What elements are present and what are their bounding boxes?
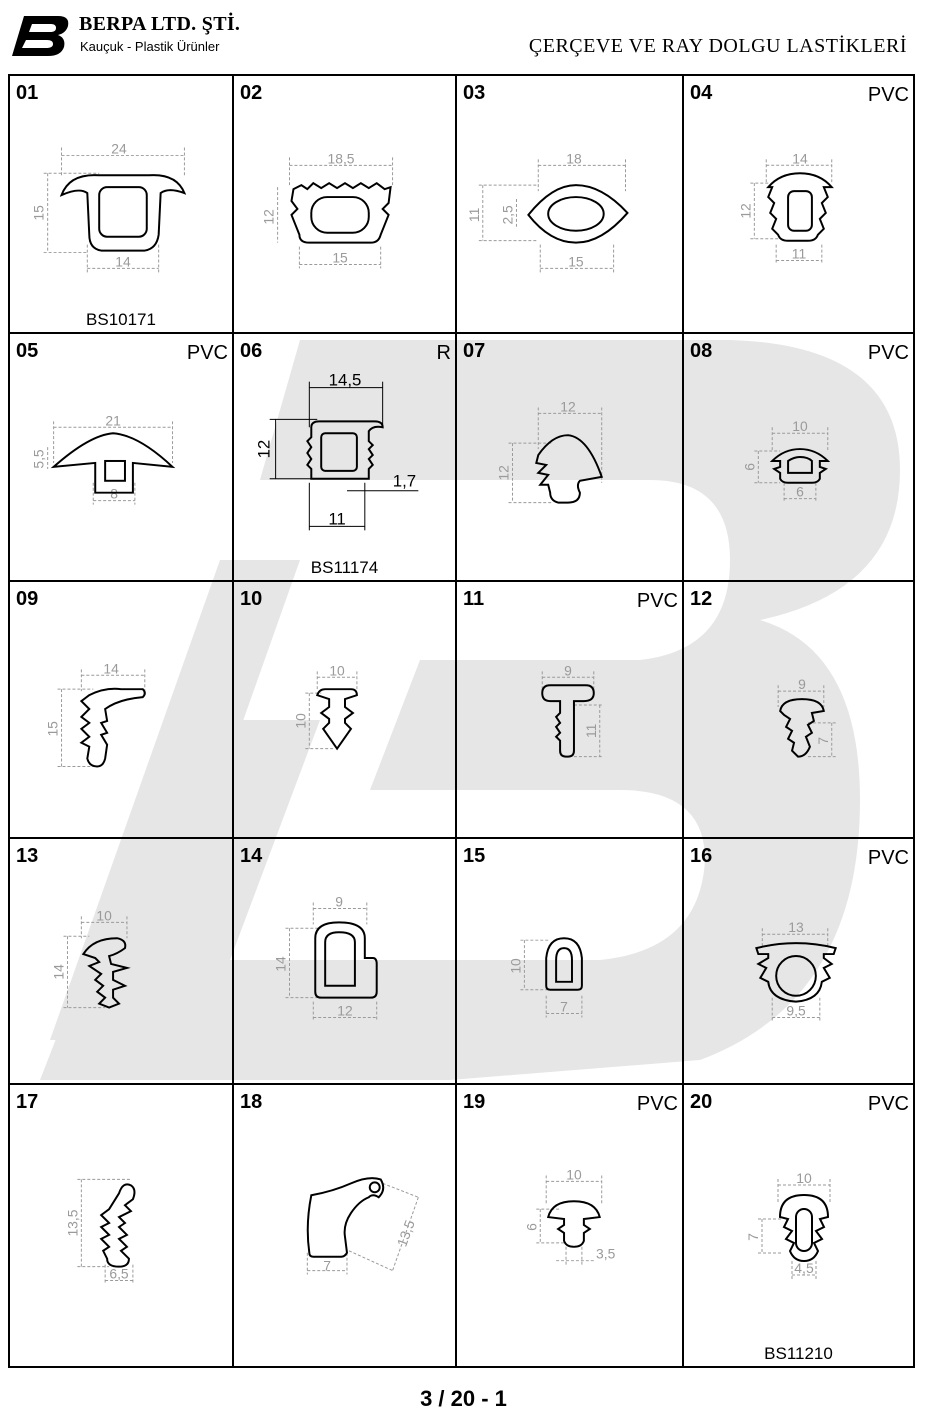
profile-cell xyxy=(234,1085,457,1366)
dimension-label: 10 xyxy=(292,713,309,729)
material-label: PVC xyxy=(636,1093,678,1115)
profile-cell xyxy=(457,582,684,839)
profile-number: 16 xyxy=(690,845,713,867)
profile-cell xyxy=(457,76,684,334)
dimension-label: 15 xyxy=(44,721,61,737)
dimension-label: 12 xyxy=(337,1002,353,1019)
profile-number: 11 xyxy=(463,588,485,610)
dimension-label: 14,5 xyxy=(328,370,362,390)
dimension-label: 11 xyxy=(328,509,346,529)
dimension-label: 7 xyxy=(814,736,831,745)
dimension-label: 7 xyxy=(323,1257,332,1274)
profile-cell xyxy=(10,582,234,839)
dimension-label: 1,7 xyxy=(392,471,417,491)
dimension-label: 6 xyxy=(523,1223,540,1231)
material-label: PVC xyxy=(636,590,678,612)
dimension-label: 11 xyxy=(582,723,599,739)
profile-number: 03 xyxy=(463,82,486,104)
profile-drawing xyxy=(457,76,682,332)
profile-cell xyxy=(234,334,457,582)
profile-cell xyxy=(684,582,913,839)
dimension-label: 18 xyxy=(566,150,582,167)
brand-name: BERPA LTD. ŞTİ. xyxy=(79,13,241,35)
page-number: 3 / 20 - 1 xyxy=(420,1386,507,1411)
dimension-label: 6 xyxy=(796,483,804,500)
brand-tagline: Kauçuk - Plastik Ürünler xyxy=(80,39,220,54)
profile-drawing xyxy=(684,334,913,580)
dimension-label: 11 xyxy=(465,207,482,223)
profile-cell xyxy=(10,1085,234,1366)
profile-number: 02 xyxy=(240,82,263,104)
dimension-label: 15 xyxy=(332,249,348,266)
dimension-label: 14 xyxy=(792,150,808,167)
dimension-label: 10 xyxy=(507,958,524,974)
profile-drawing xyxy=(684,582,913,837)
profile-cell xyxy=(684,76,913,334)
profile-drawing xyxy=(10,582,232,837)
profile-grid xyxy=(8,74,915,1368)
profile-drawing xyxy=(234,1085,455,1366)
material-label: PVC xyxy=(186,342,228,364)
profile-drawing xyxy=(457,839,682,1083)
profile-number: 14 xyxy=(240,845,263,867)
profile-number: 06 xyxy=(240,340,263,362)
dimension-label: 13,5 xyxy=(64,1209,81,1237)
dimension-label: 10 xyxy=(796,1170,812,1186)
dimension-label: 3,5 xyxy=(596,1245,616,1262)
profile-cell xyxy=(10,76,234,334)
profile-cell xyxy=(457,1085,684,1366)
material-label: PVC xyxy=(867,84,909,106)
material-label: PVC xyxy=(867,1093,909,1115)
profile-cell xyxy=(10,334,234,582)
profile-number: 12 xyxy=(690,588,713,610)
page-header xyxy=(0,0,927,72)
material-label: R xyxy=(436,342,451,364)
profile-drawing xyxy=(234,839,455,1083)
profile-drawing xyxy=(234,334,455,580)
profile-cell xyxy=(234,76,457,334)
berpa-logo-icon xyxy=(10,14,72,58)
profile-number: 10 xyxy=(240,588,263,610)
dimension-label: 9 xyxy=(335,893,343,910)
dimension-label: 12 xyxy=(254,439,274,459)
product-code: BS10171 xyxy=(86,310,156,329)
dimension-label: 12 xyxy=(495,465,512,481)
dimension-label: 5,5 xyxy=(30,449,47,469)
dimension-label: 7 xyxy=(745,1233,761,1241)
profile-drawing xyxy=(10,334,232,580)
profile-cell xyxy=(234,582,457,839)
dimension-label: 12 xyxy=(560,398,576,415)
document-title: ÇERÇEVE VE RAY DOLGU LASTİKLERİ xyxy=(528,35,907,57)
profile-drawing xyxy=(684,839,913,1083)
dimension-label: 10 xyxy=(329,662,345,679)
profile-number: 07 xyxy=(463,340,486,362)
dimension-label: 11 xyxy=(791,245,807,262)
dimension-label: 14 xyxy=(50,964,67,980)
profile-drawing xyxy=(234,76,455,332)
dimension-label: 14 xyxy=(103,660,119,677)
profile-cell xyxy=(457,839,684,1085)
dimension-label: 9,5 xyxy=(786,1002,806,1019)
dimension-label: 8 xyxy=(110,485,118,502)
material-label: PVC xyxy=(867,342,909,364)
profile-drawing xyxy=(457,582,682,837)
profile-number: 13 xyxy=(16,845,39,867)
dimension-label: 7 xyxy=(560,998,568,1015)
material-label: PVC xyxy=(867,847,909,869)
profile-number: 05 xyxy=(16,340,39,362)
dimension-label: 18,5 xyxy=(327,150,355,167)
profile-drawing xyxy=(10,76,232,332)
dimension-label: 6 xyxy=(741,463,758,471)
product-code: BS11210 xyxy=(764,1344,833,1363)
dimension-label: 14 xyxy=(115,253,131,270)
profile-cell xyxy=(684,1085,913,1366)
profile-drawing xyxy=(457,1085,682,1366)
profile-drawing xyxy=(10,839,232,1083)
profile-drawing xyxy=(684,1085,913,1366)
dimension-label: 10 xyxy=(792,418,808,435)
profile-number: 01 xyxy=(16,82,39,104)
dimension-label: 14 xyxy=(272,956,289,972)
profile-cell xyxy=(684,839,913,1085)
dimension-label: 12 xyxy=(260,209,277,225)
profile-number: 15 xyxy=(463,845,486,867)
profile-number: 09 xyxy=(16,588,39,610)
profile-number: 04 xyxy=(690,82,713,104)
profile-cell xyxy=(10,839,234,1085)
profile-drawing xyxy=(457,334,682,580)
profile-drawing xyxy=(10,1085,232,1366)
profile-cell xyxy=(457,334,684,582)
profile-number: 17 xyxy=(16,1091,39,1113)
dimension-label: 15 xyxy=(568,253,584,270)
profile-number: 18 xyxy=(240,1091,263,1113)
profile-number: 08 xyxy=(690,340,713,362)
dimension-label: 12 xyxy=(737,203,754,219)
dimension-label: 13,5 xyxy=(393,1217,418,1249)
dimension-label: 9 xyxy=(564,662,572,679)
profile-number: 20 xyxy=(690,1091,713,1113)
profile-number: 19 xyxy=(463,1091,486,1113)
product-code: BS11174 xyxy=(310,558,379,577)
profile-cell xyxy=(234,839,457,1085)
dimension-label: 4,5 xyxy=(794,1260,814,1276)
profile-cell xyxy=(684,334,913,582)
dimension-label: 2,5 xyxy=(499,205,516,225)
profile-drawing xyxy=(234,582,455,837)
dimension-label: 9 xyxy=(798,676,806,693)
dimension-label: 10 xyxy=(566,1166,582,1183)
dimension-label: 6,5 xyxy=(109,1265,129,1282)
dimension-label: 10 xyxy=(96,907,112,924)
dimension-label: 24 xyxy=(111,140,127,157)
dimension-label: 15 xyxy=(30,205,47,221)
dimension-label: 21 xyxy=(105,412,121,429)
profile-drawing xyxy=(684,76,913,332)
dimension-label: 13 xyxy=(788,919,804,936)
